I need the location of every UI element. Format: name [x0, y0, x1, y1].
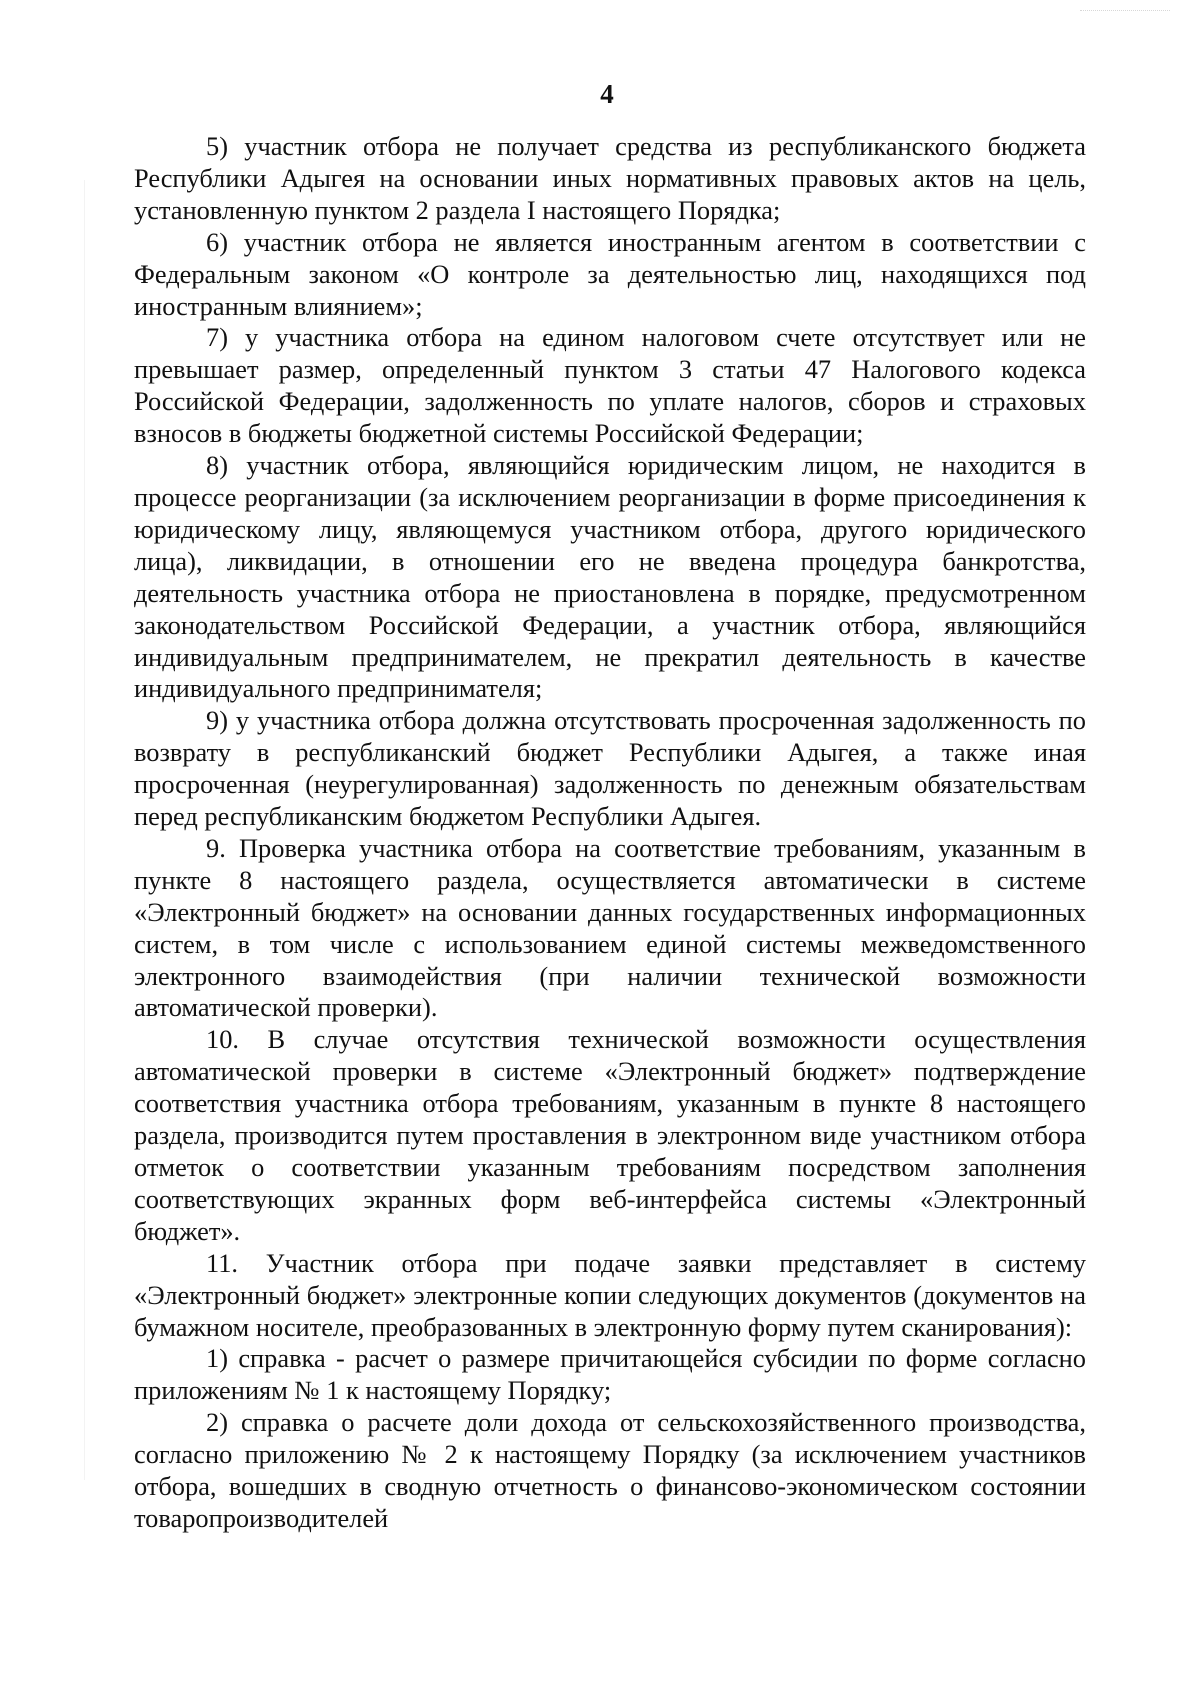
scan-artifact [1080, 10, 1170, 13]
paragraph-item-8: 8) участник отбора, являющийся юридическим лицом, не находится в процессе реорганизации (за исключением реорганизации в форме присоединения к юридическому лицу, являющемуся участником отбора, другого юридического лица), ликвидации, в отношении его не введена процедура банкротства, деятельность участника отбора не приостановлена в порядке, предусмотренном законодательством Российской Федерации, а участник отбора, являющийся индивидуальным предпринимателем, не прекратил деятельность в качестве индивидуального предпринимателя; [134, 450, 1086, 704]
paragraph-clause-11: 11. Участник отбора при подаче заявки представляет в систему «Электронный бюджет» электронные копии следующих документов (документов на бумажном носителе, преобразованных в электронную форму путем сканирования): [134, 1247, 1086, 1342]
page-number: 4 [600, 79, 614, 109]
paragraph-clause-9: 9. Проверка участника отбора на соответствие требованиям, указанным в пункте 8 настоящего раздела, осуществляется автоматически в системе «Электронный бюджет» на основании данных государственных информационных систем, в том числе с использованием единой системы межведомственного электронного взаимодействия (при наличии технической возможности автоматической проверки). [134, 832, 1086, 1023]
scan-artifact-line [84, 180, 85, 1480]
paragraph-item-9: 9) у участника отбора должна отсутствовать просроченная задолженность по возврату в республиканский бюджет Республики Адыгея, а также иная просроченная (неурегулированная) задолженность по денежным обязательствам перед республиканским бюджетом Республики Адыгея. [134, 705, 1086, 832]
paragraph-doc-1: 1) справка - расчет о размере причитающейся субсидии по форме согласно приложениям № 1 к настоящему Порядку; [134, 1343, 1086, 1406]
paragraph-doc-2: 2) справка о расчете доли дохода от сельскохозяйственного производства, согласно приложению № 2 к настоящему Порядку (за исключением участников отбора, вошедших в сводную отчетность о финансово-экономическом состоянии товаропроизводителей [134, 1407, 1086, 1533]
paragraph-item-6: 6) участник отбора не является иностранным агентом в соответствии с Федеральным законом «О контроле за деятельностью лиц, находящихся под иностранным влиянием»; [134, 226, 1086, 321]
document-body [134, 131, 1086, 1535]
paragraph-item-7: 7) у участника отбора на едином налоговом счете отсутствует или не превышает размер, определенный пунктом 3 статьи 47 Налогового кодекса Российской Федерации, задолженность по уплате налогов, сборов и страховых взносов в бюджеты бюджетной системы Российской Федерации; [134, 322, 1086, 449]
paragraph-clause-10: 10. В случае отсутствия технической возможности осуществления автоматической проверки в системе «Электронный бюджет» подтверждение соответствия участника отбора требованиям, указанным в пункте 8 настоящего раздела, производится путем проставления в электронном виде участником отбора отметок о соответствии указанным требованиям посредством заполнения соответствующих экранных форм веб-интерфейса системы «Электронный бюджет». [134, 1024, 1086, 1246]
paragraph-item-5: 5) участник отбора не получает средства из республиканского бюджета Республики Адыгея на основании иных нормативных правовых актов на цель, установленную пунктом 2 раздела I настоящего Порядка; [134, 131, 1086, 225]
